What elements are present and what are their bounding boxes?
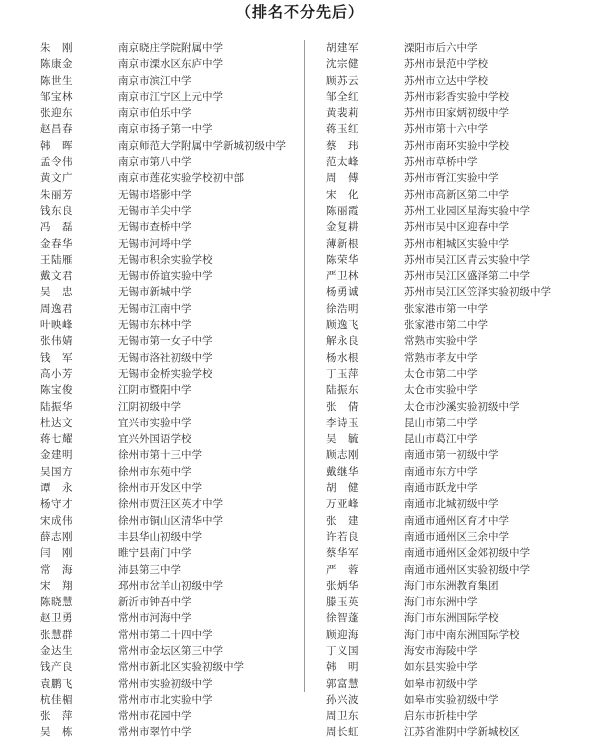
- person-name: 胡建军: [326, 42, 359, 54]
- person-name: 邹宝林: [40, 90, 73, 103]
- school-name: 溧阳市后六中学: [404, 42, 478, 54]
- person-name: 徐智蓬: [326, 612, 359, 625]
- right-column: [326, 40, 596, 741]
- list-item: [40, 366, 290, 382]
- list-item: [326, 447, 596, 463]
- person-name: 张 萍: [40, 710, 73, 723]
- person-name: 顾逸飞: [326, 319, 359, 332]
- school-name: 徐州市第十三中学: [118, 449, 202, 462]
- person-name: 郭富慧: [326, 677, 359, 690]
- list-item: [326, 170, 596, 186]
- school-name: 常州市第二十四中学: [118, 628, 213, 641]
- person-name: 陈丽霞: [326, 204, 359, 217]
- person-name: 周卫东: [326, 710, 359, 723]
- list-item: [326, 578, 596, 594]
- school-name: 海门市东洲教育集团: [404, 579, 499, 592]
- person-name: 赵昌春: [40, 123, 73, 136]
- school-name: 苏州市吴中区迎春中学: [404, 221, 509, 234]
- school-name: 常州市金坛区第三中学: [118, 644, 223, 657]
- school-name: 宜兴外国语学校: [118, 433, 192, 446]
- list-item: [40, 73, 290, 89]
- person-name: 周 傅: [326, 172, 359, 185]
- person-name: 蒋玉红: [326, 123, 359, 136]
- school-name: 江苏省淮阴中学新城校区: [404, 726, 520, 739]
- school-name: 昆山市葛江中学: [404, 433, 478, 446]
- person-name: 陈康金: [40, 58, 73, 71]
- list-item: [326, 203, 596, 219]
- person-name: 沈宗健: [326, 58, 359, 71]
- school-name: 南通市第一初级中学: [404, 449, 499, 462]
- school-name: 新沂市钟吾中学: [118, 596, 192, 609]
- list-item: [326, 252, 596, 268]
- list-item: [326, 40, 596, 56]
- list-item: [326, 105, 596, 121]
- school-name: 无锡市第一女子中学: [118, 335, 213, 348]
- school-name: 无锡市积余实验学校: [118, 253, 213, 266]
- school-name: 无锡市塔影中学: [118, 188, 192, 201]
- page-title: （排名不分先后）: [235, 3, 364, 21]
- school-name: 苏州市立达中学校: [404, 74, 488, 87]
- school-name: 苏州市第十六中学: [404, 123, 488, 136]
- person-name: 张伟婧: [40, 335, 73, 348]
- school-name: 南通市通州区三余中学: [404, 530, 509, 543]
- person-name: 张炳华: [326, 579, 359, 592]
- school-name: 南京市江宁区上元中学: [118, 90, 223, 103]
- school-name: 无锡市羊尖中学: [118, 204, 192, 217]
- school-name: 海安市海陵中学: [404, 644, 478, 657]
- person-name: 宋成伟: [40, 514, 73, 527]
- person-name: 吴国方: [40, 465, 73, 478]
- person-name: 杭佳楣: [40, 693, 73, 706]
- school-name: 南京晓庄学院附属中学: [118, 42, 223, 54]
- school-name: 南京市伯乐中学: [118, 107, 192, 120]
- school-name: 南京市莲花实验学校初中部: [118, 172, 244, 185]
- school-name: 徐州市铜山区清华中学: [118, 514, 223, 527]
- list-item: [40, 643, 290, 659]
- list-item: [40, 431, 290, 447]
- school-name: 无锡市洛社初级中学: [118, 351, 213, 364]
- person-name: 张慧群: [40, 628, 73, 641]
- list-item: [326, 610, 596, 626]
- school-name: 南京师范大学附属中学新城初级中学: [118, 139, 286, 152]
- school-name: 南京市滨江中学: [118, 74, 192, 87]
- list-item: [326, 301, 596, 317]
- list-item: [40, 301, 290, 317]
- list-item: [40, 724, 290, 740]
- person-name: 陈世生: [40, 74, 73, 87]
- school-name: 张家港市第一中学: [404, 302, 488, 315]
- person-name: 闫 刚: [40, 547, 73, 560]
- list-item: [40, 203, 290, 219]
- person-name: 顾迎海: [326, 628, 359, 641]
- school-name: 江阴初级中学: [118, 400, 181, 413]
- person-name: 戴文君: [40, 270, 73, 283]
- list-item: [326, 708, 596, 724]
- list-item: [326, 643, 596, 659]
- list-item: [326, 399, 596, 415]
- list-item: [40, 627, 290, 643]
- list-item: [326, 333, 596, 349]
- school-name: 无锡市查桥中学: [118, 221, 192, 234]
- person-name: 钱东良: [40, 204, 73, 217]
- school-name: 常州市河海中学: [118, 612, 192, 625]
- school-name: 苏州市彩香实验中学校: [404, 90, 509, 103]
- list-item: [40, 447, 290, 463]
- person-name: 张 建: [326, 514, 359, 527]
- person-name: 韩 晖: [40, 139, 73, 152]
- person-name: 张 倩: [326, 400, 359, 413]
- person-name: 邹全红: [326, 90, 359, 103]
- person-name: 常 海: [40, 563, 73, 576]
- list-item: [326, 562, 596, 578]
- school-name: 徐州市东苑中学: [118, 465, 192, 478]
- person-name: 许若良: [326, 530, 359, 543]
- school-name: 苏州市吴江区青云实验中学: [404, 253, 530, 266]
- person-name: 蔡 玮: [326, 139, 359, 152]
- list-item: [326, 676, 596, 692]
- list-item: [40, 529, 290, 545]
- person-name: 戴继华: [326, 465, 359, 478]
- list-item: [40, 659, 290, 675]
- person-name: 杨勇诚: [326, 286, 359, 299]
- person-name: 杜达文: [40, 416, 73, 429]
- list-item: [326, 317, 596, 333]
- person-name: 严卫林: [326, 270, 359, 283]
- list-item: [40, 187, 290, 203]
- person-name: 孟令伟: [40, 156, 73, 169]
- list-item: [326, 415, 596, 431]
- list-item: [40, 578, 290, 594]
- person-name: 金复耕: [326, 221, 359, 234]
- list-item: [40, 382, 290, 398]
- school-name: 太仓市沙溪实验初级中学: [404, 400, 520, 413]
- person-name: 顾志刚: [326, 449, 359, 462]
- list-item: [40, 350, 290, 366]
- person-name: 谭 永: [40, 482, 73, 495]
- school-name: 南通市通州区实验初级中学: [404, 563, 530, 576]
- school-name: 启东市折桂中学: [404, 710, 478, 723]
- school-name: 无锡市东林中学: [118, 319, 192, 332]
- person-name: 孙兴波: [326, 693, 359, 706]
- list-item: [40, 399, 290, 415]
- school-name: 南通市东方中学: [404, 465, 478, 478]
- list-item: [326, 219, 596, 235]
- list-item: [326, 187, 596, 203]
- person-name: 丁玉萍: [326, 367, 359, 380]
- person-name: 胡 健: [326, 482, 359, 495]
- school-name: 南京市第八中学: [118, 156, 192, 169]
- list-item: [326, 594, 596, 610]
- list-item: [40, 154, 290, 170]
- school-name: 南京市扬子第一中学: [118, 123, 213, 136]
- school-name: 昆山市第二中学: [404, 416, 478, 429]
- person-name: 朱丽芳: [40, 188, 73, 201]
- school-name: 南京市溧水区东庐中学: [118, 58, 223, 71]
- list-item: [40, 138, 290, 154]
- school-name: 常熟市实验中学: [404, 335, 478, 348]
- school-name: 常州市实验初级中学: [118, 677, 213, 690]
- school-name: 太仓市第二中学: [404, 367, 478, 380]
- list-item: [326, 692, 596, 708]
- person-name: 陈荣华: [326, 253, 359, 266]
- list-item: [40, 415, 290, 431]
- list-item: [40, 268, 290, 284]
- person-name: 蒋七耀: [40, 433, 73, 446]
- list-item: [40, 89, 290, 105]
- person-name: 陆振华: [40, 400, 73, 413]
- school-name: 南通市北城初级中学: [404, 498, 499, 511]
- list-item: [326, 724, 596, 740]
- list-item: [326, 659, 596, 675]
- list-item: [40, 594, 290, 610]
- person-name: 钱 军: [40, 351, 73, 364]
- school-name: 无锡市河埒中学: [118, 237, 192, 250]
- person-name: 杨水根: [326, 351, 359, 364]
- school-name: 如皋市初级中学: [404, 677, 478, 690]
- list-item: [40, 170, 290, 186]
- school-name: 张家港市第二中学: [404, 319, 488, 332]
- school-name: 徐州市贾汪区英才中学: [118, 498, 223, 511]
- list-item: [40, 252, 290, 268]
- school-name: 邳州市岔羊山初级中学: [118, 579, 223, 592]
- list-item: [40, 676, 290, 692]
- person-name: 徐浩明: [326, 302, 359, 315]
- person-name: 金达生: [40, 644, 73, 657]
- school-name: 宜兴市实验中学: [118, 416, 192, 429]
- person-name: 宋 化: [326, 188, 359, 201]
- school-name: 苏州工业园区星海实验中学: [404, 204, 530, 217]
- list-item: [326, 382, 596, 398]
- person-name: 陈晓慧: [40, 596, 73, 609]
- person-name: 李诗玉: [326, 416, 359, 429]
- person-name: 解永良: [326, 335, 359, 348]
- school-name: 常州市翠竹中学: [118, 726, 192, 739]
- school-name: 苏州市田家炳初级中学: [404, 107, 509, 120]
- list-item: [326, 513, 596, 529]
- person-name: 周逸君: [40, 302, 73, 315]
- person-name: 万亚峰: [326, 498, 359, 511]
- list-item: [326, 529, 596, 545]
- school-name: 太仓市实验中学: [404, 384, 478, 397]
- person-name: 严 蓉: [326, 563, 359, 576]
- person-name: 黄裴莉: [326, 107, 359, 120]
- person-name: 蔡华军: [326, 547, 359, 560]
- left-column: [40, 40, 290, 741]
- list-item: [40, 219, 290, 235]
- school-name: 苏州市吴江区盛泽第二中学: [404, 270, 530, 283]
- person-name: 高小芳: [40, 367, 73, 380]
- list-item: [326, 350, 596, 366]
- person-name: 薄新根: [326, 237, 359, 250]
- school-name: 沛县第三中学: [118, 563, 181, 576]
- list-item: [326, 627, 596, 643]
- person-name: 王陆雁: [40, 253, 73, 266]
- school-name: 苏州市高新区第二中学: [404, 188, 509, 201]
- person-name: 顾苏云: [326, 74, 359, 87]
- school-name: 海门市中南东洲国际学校: [404, 628, 520, 641]
- person-name: 金建明: [40, 449, 73, 462]
- school-name: 无锡市新城中学: [118, 286, 192, 299]
- person-name: 金春华: [40, 237, 73, 250]
- person-name: 范太峰: [326, 156, 359, 169]
- list-item: [326, 138, 596, 154]
- person-name: 杨守才: [40, 498, 73, 511]
- school-name: 苏州市草桥中学: [404, 156, 478, 169]
- list-item: [40, 236, 290, 252]
- school-name: 常州市花园中学: [118, 710, 192, 723]
- list-item: [326, 431, 596, 447]
- list-item: [40, 105, 290, 121]
- list-item: [326, 480, 596, 496]
- school-name: 常州市新北区实验初级中学: [118, 661, 244, 674]
- person-name: 周长虹: [326, 726, 359, 739]
- school-name: 海门市东洲国际学校: [404, 612, 499, 625]
- person-name: 陆振东: [326, 384, 359, 397]
- school-name: 无锡市金桥实验学校: [118, 367, 213, 380]
- school-name: 苏州市相城区实验中学: [404, 237, 509, 250]
- person-name: 朱 刚: [40, 42, 73, 54]
- school-name: 江阴市暨阳中学: [118, 384, 192, 397]
- school-name: 睢宁县南门中学: [118, 547, 192, 560]
- list-item: [40, 121, 290, 137]
- list-item: [40, 545, 290, 561]
- school-name: 常州市市北实验中学: [118, 693, 213, 706]
- school-name: 苏州市吴江区笠泽实验初级中学: [404, 286, 551, 299]
- person-name: 叶映峰: [40, 319, 73, 332]
- list-item: [326, 154, 596, 170]
- list-item: [326, 121, 596, 137]
- person-name: 薛志刚: [40, 530, 73, 543]
- school-name: 如皋市实验初级中学: [404, 693, 499, 706]
- list-item: [326, 366, 596, 382]
- list-item: [40, 317, 290, 333]
- school-name: 南通市通州区金郊初级中学: [404, 547, 530, 560]
- person-name: 冯 磊: [40, 221, 73, 234]
- list-item: [326, 545, 596, 561]
- person-name: 滕玉英: [326, 596, 359, 609]
- school-name: 苏州市景范中学校: [404, 58, 488, 71]
- list-item: [326, 268, 596, 284]
- list-item: [326, 56, 596, 72]
- school-name: 徐州市开发区中学: [118, 482, 202, 495]
- list-item: [40, 464, 290, 480]
- list-item: [326, 464, 596, 480]
- list-item: [326, 496, 596, 512]
- school-name: 无锡市江南中学: [118, 302, 192, 315]
- list-item: [40, 333, 290, 349]
- person-name: 丁义国: [326, 644, 359, 657]
- person-name: 吴 栋: [40, 726, 73, 739]
- school-name: 海门市东洲中学: [404, 596, 478, 609]
- person-name: 宋 翔: [40, 579, 73, 592]
- column-divider: [304, 40, 305, 692]
- list-item: [40, 610, 290, 626]
- person-name: 黄文广: [40, 172, 73, 185]
- school-name: 苏州市胥江实验中学: [404, 172, 499, 185]
- school-name: 常熟市孝友中学: [404, 351, 478, 364]
- school-name: 无锡市侨谊实验中学: [118, 270, 213, 283]
- list-item: [40, 562, 290, 578]
- person-name: 吴 毓: [326, 433, 359, 446]
- list-item: [40, 513, 290, 529]
- person-name: 韩 明: [326, 661, 359, 674]
- school-name: 南通市跃龙中学: [404, 482, 478, 495]
- list-item: [326, 73, 596, 89]
- list-item: [40, 480, 290, 496]
- person-name: 赵卫勇: [40, 612, 73, 625]
- list-item: [40, 284, 290, 300]
- person-name: 袁鹏飞: [40, 677, 73, 690]
- person-name: 张迎东: [40, 107, 73, 120]
- school-name: 南通市通州区育才中学: [404, 514, 509, 527]
- list-item: [40, 496, 290, 512]
- list-item: [40, 708, 290, 724]
- list-item: [40, 692, 290, 708]
- list-item: [40, 40, 290, 56]
- list-item: [326, 284, 596, 300]
- list-item: [40, 56, 290, 72]
- list-item: [326, 236, 596, 252]
- school-name: 丰县华山初级中学: [118, 530, 202, 543]
- school-name: 苏州市南环实验中学校: [404, 139, 509, 152]
- school-name: 如东县实验中学: [404, 661, 478, 674]
- person-name: 陈宝俊: [40, 384, 73, 397]
- person-name: 钱产良: [40, 661, 73, 674]
- person-name: 吴 忠: [40, 286, 73, 299]
- list-item: [326, 89, 596, 105]
